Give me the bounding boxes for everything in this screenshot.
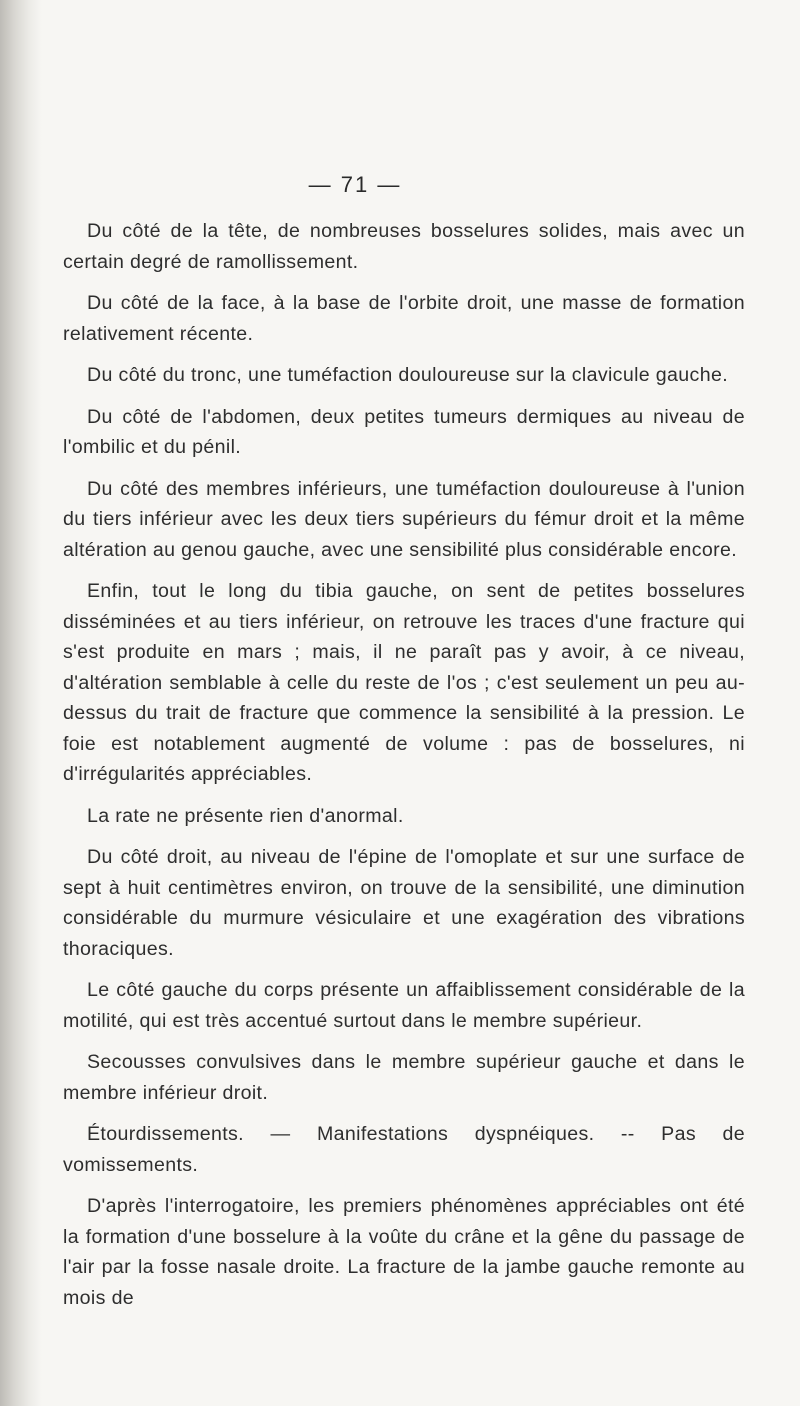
paragraph-right-side: Du côté droit, au niveau de l'épine de l'omoplate et sur une surface de sept à huit centimètres environ, on trouve de la sensibilité, une diminution considérable du murmure vésiculaire et une exagération des vibrations thoraciques. (63, 846, 745, 960)
paragraph-convulsions: Secousses convulsives dans le membre supérieur gauche et dans le membre inférieur droit. (63, 1051, 745, 1104)
paragraph-left-side: Le côté gauche du corps présente un affaiblissement considérable de la motilité, qui est très accentué surtout dans le membre supérieur. (63, 979, 745, 1032)
paragraph-face: Du côté de la face, à la base de l'orbite droit, une masse de formation relativement récente. (63, 292, 745, 345)
paragraph-abdomen: Du côté de l'abdomen, deux petites tumeurs dermiques au niveau de l'ombilic et du pénil. (63, 405, 745, 458)
paragraph-history: D'après l'interrogatoire, les premiers phénomènes appréciables ont été la formation d'une bosselure à la voûte du crâne et la gêne du passage de l'air par la fosse nasale droite. La fracture de la jambe gauche remonte au mois de (63, 1195, 745, 1309)
body-text (63, 216, 745, 1313)
page-number: — 71 — (308, 172, 402, 197)
scan-edge-shadow (0, 0, 42, 1406)
paragraph-symptoms: Étourdissements. — Manifestations dyspnéiques. -- Pas de vomissements. (63, 1123, 745, 1176)
paragraph-spleen: La rate ne présente rien d'anormal. (87, 804, 404, 827)
paragraph-tibia-liver: Enfin, tout le long du tibia gauche, on sent de petites bosselures disséminées et au tiers inférieur, on retrouve les traces d'une fracture qui s'est produite en mars ; mais, il ne paraît pas y avoir, à ce niveau, d'altération semblable à celle du reste de l'os ; c'est seulement un peu au-dessus du trait de fracture que commence la sensibilité à la pression. Le foie est notablement augmenté de volume : pas de bosselures, ni d'irrégularités appréciables. (63, 580, 745, 785)
paragraph-trunk: Du côté du tronc, une tuméfaction douloureuse sur la clavicule gauche. (87, 364, 728, 386)
paragraph-lower-limbs: Du côté des membres inférieurs, une tuméfaction douloureuse à l'union du tiers inférieur avec les deux tiers supérieurs du fémur droit et la même altération au genou gauche, avec une sensibilité plus considérable encore. (63, 477, 745, 561)
book-page (55, 0, 775, 1406)
paragraph-head: Du côté de la tête, de nombreuses bosselures solides, mais avec un certain degré de ramollissement. (63, 220, 745, 273)
